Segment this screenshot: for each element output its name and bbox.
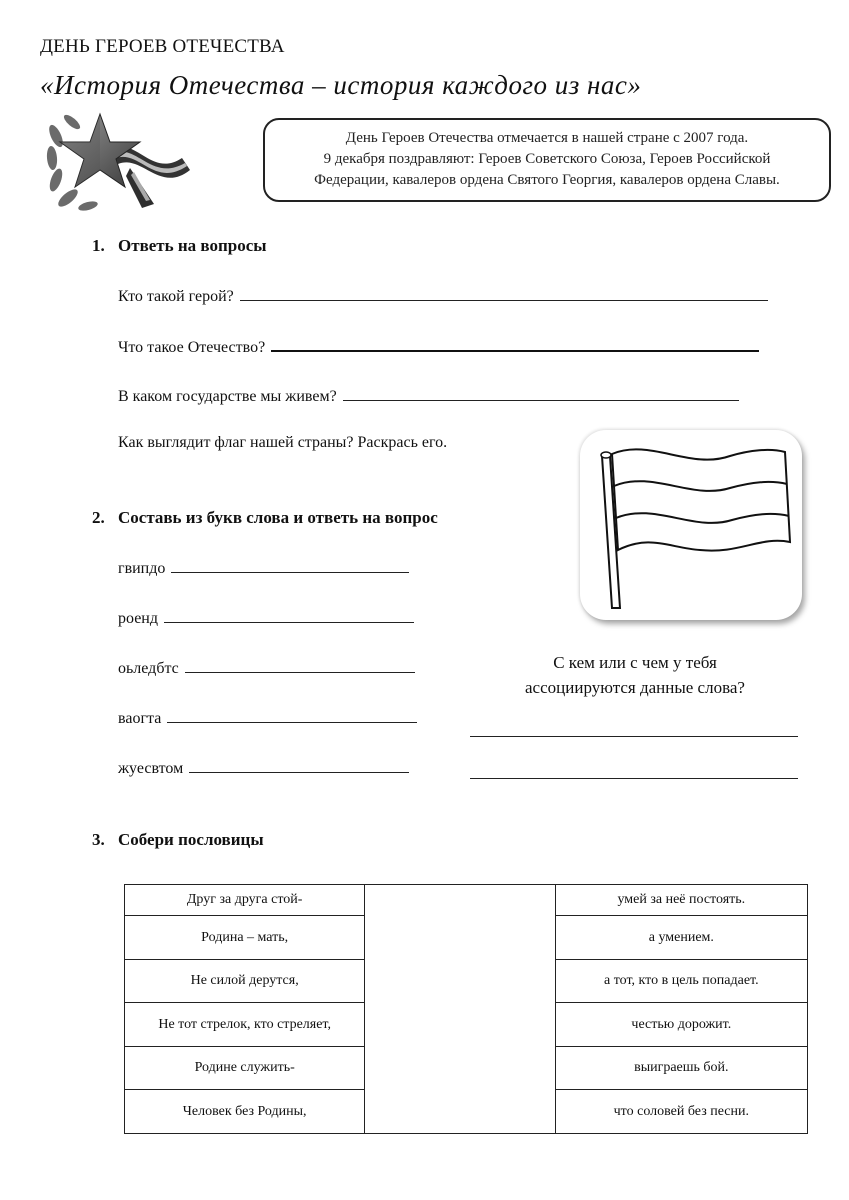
word-row [118, 558, 409, 578]
scrambled-word: роенд [118, 610, 158, 627]
question-row [118, 386, 739, 406]
scrambled-word: гвипдо [118, 560, 166, 577]
scrambled-word: ваогта [118, 710, 162, 727]
flag-outline-icon[interactable] [580, 430, 802, 620]
proverb-start: Родине служить- [125, 1047, 365, 1090]
section-number: 3. [92, 830, 105, 849]
table-row [125, 885, 808, 916]
proverb-end: честью дорожит. [555, 1003, 807, 1047]
proverb-start: Человек без Родины, [125, 1090, 365, 1134]
info-line: Федерации, кавалеров ордена Святого Георгия, кавалеров ордена Славы. [314, 172, 780, 188]
proverb-start: Друг за друга стой- [125, 885, 365, 916]
question-row [118, 336, 759, 357]
answer-line[interactable] [343, 386, 739, 401]
answer-line[interactable] [171, 558, 409, 573]
section-3-heading [92, 830, 264, 850]
question-row [118, 286, 768, 306]
answer-line[interactable] [240, 286, 768, 301]
scrambled-word: оьледбтс [118, 660, 179, 677]
word-row [118, 608, 414, 628]
proverbs-table [124, 884, 808, 1134]
association-answer-line[interactable] [470, 722, 798, 737]
answer-line[interactable] [164, 608, 414, 623]
answer-line[interactable] [271, 336, 759, 352]
proverb-start: Не силой дерутся, [125, 960, 365, 1003]
info-line: День Героев Отечества отмечается в нашей стране с 2007 года. [345, 130, 749, 146]
word-row [118, 708, 417, 728]
star-ribbon-emblem [42, 108, 194, 214]
question-text: Что такое Отечество? [118, 339, 266, 356]
association-answer-line[interactable] [470, 764, 798, 779]
word-row [118, 658, 415, 678]
proverb-end: умей за неё постоять. [555, 885, 807, 916]
association-question [470, 650, 800, 700]
section-number: 2. [92, 508, 105, 527]
answer-line[interactable] [189, 758, 409, 773]
page-subtitle: «История Отечества – история каждого из нас» [40, 70, 642, 100]
question-text: Как выглядит флаг нашей страны? Раскрась его. [118, 434, 448, 451]
flag-coloring-frame [580, 430, 802, 620]
question-text: В каком государстве мы живем? [118, 388, 337, 405]
scrambled-word: жуесвтом [118, 760, 184, 777]
proverb-start: Не тот стрелок, кто стреляет, [125, 1003, 365, 1047]
proverb-end: что соловей без песни. [555, 1090, 807, 1134]
matching-area[interactable] [365, 885, 555, 1134]
section-title: Ответь на вопросы [118, 236, 267, 255]
info-line: 9 декабря поздравляют: Героев Советского Союза, Героев Российской [323, 151, 771, 167]
question-text: Кто такой герой? [118, 288, 234, 305]
info-box [263, 118, 831, 202]
answer-line[interactable] [167, 708, 417, 723]
section-number: 1. [92, 236, 105, 255]
word-row [118, 758, 409, 778]
proverb-end: выиграешь бой. [555, 1047, 807, 1090]
proverb-end: а тот, кто в цель попадает. [555, 960, 807, 1003]
answer-line[interactable] [185, 658, 415, 673]
association-line: С кем или с чем у тебя [553, 653, 717, 672]
proverb-end: а умением. [555, 916, 807, 960]
proverb-start: Родина – мать, [125, 916, 365, 960]
association-line: ассоциируются данные слова? [525, 678, 745, 697]
section-1-heading [92, 236, 267, 256]
page-title: ДЕНЬ ГЕРОЕВ ОТЕЧЕСТВА [40, 36, 285, 57]
section-2-heading [92, 508, 438, 528]
section-title: Составь из букв слова и ответь на вопрос [118, 508, 438, 527]
section-title: Собери пословицы [118, 830, 264, 849]
